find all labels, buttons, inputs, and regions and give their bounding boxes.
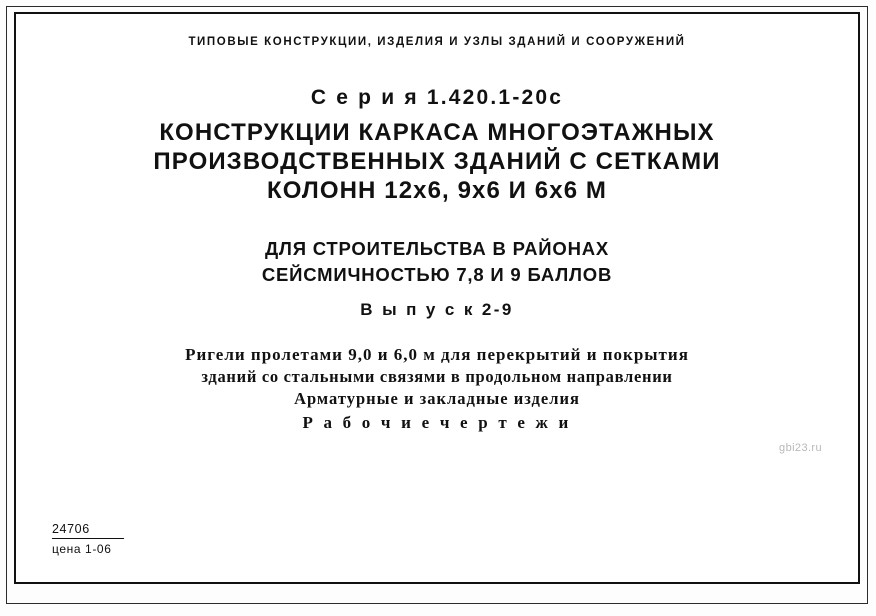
issue-line: В ы п у с к 2-9: [360, 300, 514, 319]
description-block: [16, 344, 858, 434]
description-line-4: Р а б о ч и е ч е р т е ж и: [302, 413, 572, 432]
code-number: 24706: [52, 522, 90, 536]
code-block: [52, 522, 124, 556]
watermark: gbi23.ru: [779, 442, 822, 454]
code-underline: [52, 538, 124, 539]
region-line-1: ДЛЯ СТРОИТЕЛЬСТВА В РАЙОНАХ: [264, 238, 610, 259]
description-line-1: Ригели пролетами 9,0 и 6,0 м для перекрытий и покрытия: [185, 345, 689, 364]
description-line-3: Арматурные и закладные изделия: [294, 389, 580, 408]
region-line-2: СЕЙСМИЧНОСТЬЮ 7,8 И 9 БАЛЛОВ: [261, 264, 613, 285]
title-line-1: КОНСТРУКЦИИ КАРКАСА МНОГОЭТАЖНЫХ: [159, 119, 715, 146]
region-block: [16, 236, 858, 288]
price-label: цена 1-06: [52, 542, 112, 556]
series-line: С е р и я 1.420.1-20с: [310, 86, 564, 109]
title-line-2: ПРОИЗВОДСТВЕННЫХ ЗДАНИЙ С СЕТКАМИ: [153, 148, 721, 175]
top-caption: ТИПОВЫЕ КОНСТРУКЦИИ, ИЗДЕЛИЯ И УЗЛЫ ЗДАНИЙ И СООРУЖЕНИЙ: [188, 36, 686, 48]
title-line-3: КОЛОНН 12х6, 9х6 И 6х6 М: [266, 177, 608, 204]
page-title: [16, 118, 858, 205]
title-block-border: [14, 12, 860, 584]
description-line-2: зданий со стальными связями в продольном направлении: [201, 367, 673, 386]
